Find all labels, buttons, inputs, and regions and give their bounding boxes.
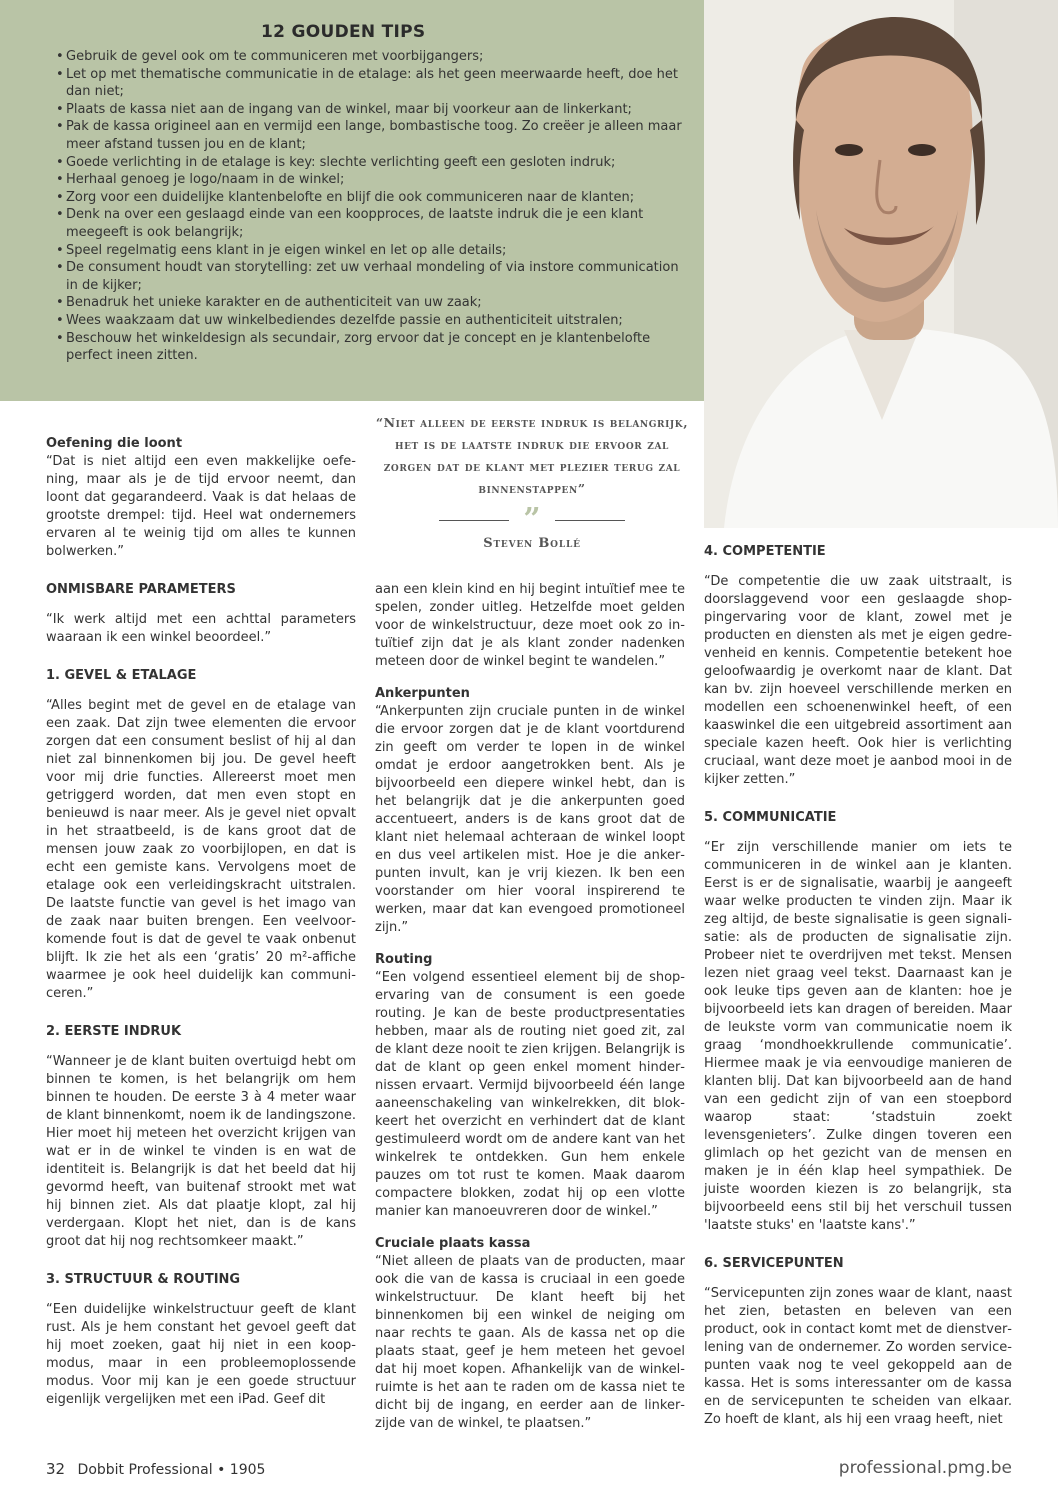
tip-item: • Wees waakzaam dat uw winkelbediendes dezelfde passie en authenticiteit uitstralen; bbox=[56, 312, 690, 330]
quote-divider bbox=[370, 502, 694, 537]
tip-item: • Speel regelmatig eens klant in je eigen winkel en let op alle details; bbox=[56, 242, 690, 260]
subheading-routing: Routing bbox=[375, 952, 433, 967]
page-number: 32 bbox=[46, 1460, 66, 1478]
heading-parameters: ONMISBARE PARAMETERS bbox=[46, 582, 236, 597]
portrait-illustration bbox=[704, 0, 1058, 528]
tips-list bbox=[56, 48, 690, 365]
paragraph: “Niet alleen de plaats van de producten, maar ook die van de kassa is cruciaal in een goede winkelstructuur. De klant heeft bij het binnenkomen bij een winkel de neiging om naar rechts te gaan. Als de kassa net op die plaats staat, geef je hem meteen het gevoel dat hij moet kopen. Afhankelijk van de winkelruimte is het aan te raden om de kassa niet te dicht bij de ingang, en eerder aan de linkerzijde van de winkel, te plaatsen.” bbox=[375, 1254, 685, 1431]
portrait-photo bbox=[704, 0, 1058, 528]
publication-name: Dobbit Professional • 1905 bbox=[77, 1462, 266, 1478]
heading-communicatie: 5. COMMUNICATIE bbox=[704, 810, 837, 825]
heading-gevel-etalage: 1. GEVEL & ETALAGE bbox=[46, 668, 197, 683]
paragraph: “Servicepunten zijn zones waar de klant, naast het zien, betasten en beleven van een product, ook in contact komt met de dienstverlening van de ondernemer. Zo worden servicepunten vaak nog te veel gekoppeld aan de kassa. Het is soms interessanter om de kassa en de servicepunten te scheiden van elkaar. Zo hoeft de klant, als hij een vraag heeft, niet bbox=[704, 1286, 1012, 1427]
subheading-ankerpunten: Ankerpunten bbox=[375, 686, 470, 701]
quote-mark-icon: ” bbox=[523, 502, 541, 537]
paragraph: “Dat is niet altijd een even makkelijke oefening, maar als je de tijd ervoor neemt, dan loont dat gegarandeerd. Vaak is dat helaas de grootste drempel: tijd. Heel wat ondernemers ervaren al te weinig tijd om alles te kunnen bolwerken.” bbox=[46, 454, 356, 559]
footer-left bbox=[46, 1460, 265, 1478]
paragraph: “Er zijn verschillende manier om iets te communiceren in de winkel aan je klanten. Eerst is er de signalisatie, waarbij je aangeeft waar welke producten te vinden zijn. Maar ik zeg altijd, de beste signalisatie is geen signalisatie: als de producten de signalisatie zijn. Probeer niet te overdrijven met tekst. Mensen lezen niet graag veel tekst. Daarnaast kan je ook leuke tips geven aan de klanten: hoe je bijvoorbeeld iets kan dragen of bereiden. Maar de leukste vorm van communicatie noem ik graag ‘mondhoekkrullende communicatie’. Hiermee maak je via eenvoudige manieren de klanten blij. Dat kan bijvoorbeeld aan de hand van een gedicht zijn of van een stoepbord waarop staat: ‘stadstuin zoekt levensgenieters’. Zulke dingen toveren een glimlach op het gezicht van de mensen en maken je in één klap heel sympathiek. De juiste woorden kiezen is zo belangrijk, sta bijvoorbeeld eens stil bij het verschuil tussen 'laatste stuks' en 'laatste kans'.” bbox=[704, 840, 1012, 1233]
heading-structuur-routing: 3. STRUCTUUR & ROUTING bbox=[46, 1272, 241, 1287]
tip-item: • Herhaal genoeg je logo/naam in de winkel; bbox=[56, 171, 690, 189]
column-1 bbox=[46, 435, 356, 1421]
divider-line bbox=[555, 520, 625, 521]
tip-item: • Pak de kassa origineel aan en vermijd een lange, bombastische toog. Zo creëer je alleen maar meer afstand tussen jou en de klant; bbox=[56, 118, 690, 153]
tip-item: • Let op met thematische communicatie in de etalage: als het geen meerwaarde heeft, doe het dan niet; bbox=[56, 66, 690, 101]
subheading-kassa: Cruciale plaats kassa bbox=[375, 1236, 531, 1251]
tip-item: • Zorg voor een duidelijke klantenbelofte en blijf die ook communiceren naar de klanten; bbox=[56, 189, 690, 207]
paragraph: aan een klein kind en hij begint intuïtief mee te spelen, zonder uitleg. Hetzelfde moet gelden voor de winkelstructuur, deze moet ook zo intuïtief zijn dat je als klant zonder nadenken meteen door de winkel begint te wandelen.” bbox=[375, 582, 685, 669]
heading-competentie: 4. COMPETENTIE bbox=[704, 544, 826, 559]
paragraph: “Ankerpunten zijn cruciale punten in de winkel die ervoor zorgen dat je de klant voortdurend zin geeft om verder te lopen in de winkel omdat je erdoor aangetrokken bent. Als je bijvoorbeeld een diepere winkel hebt, dan is het belangrijk dat je die ankerpunten goed accentueert, anders is de kans groot dat de klant niet helemaal achteraan de winkel loopt en dus veel artikelen mist. Hoe je die ankerpunten invult, kan je vrij kiezen. Ik ben een voorstander om hier vooral inspirerend te werken, maar dat kan evengoed promotioneel zijn.” bbox=[375, 704, 685, 935]
heading-servicepunten: 6. SERVICEPUNTEN bbox=[704, 1256, 844, 1271]
paragraph: “Alles begint met de gevel en de etalage van een zaak. Dat zijn twee elementen die ervoor zorgen dat een consument beslist of hij al dan niet zal binnenkomen bij jou. De gevel heeft voor mij drie functies. Allereerst moet men getriggerd worden, dat men even stopt en benieuwd is naar meer. Als je gevel niet opvalt in het straatbeeld, is de kans groot dat de mensen jouw zaak zo voorbijlopen, en dat is echt een gemiste kans. Vervolgens moet de etalage ook een verleidingskracht uitstralen. De laatste functie van gevel is het imago van de zaak naar buiten brengen. Een veelvoorkomende fout is dat de gevel te vaak onbenut blijft. Ik zie het als een ‘gratis’ 20 m²-affiche waarmee je ook heel duidelijk kan communiceren.” bbox=[46, 698, 356, 1001]
tip-item: • De consument houdt van storytelling: zet uw verhaal mondeling of via instore communication in de kijker; bbox=[56, 259, 690, 294]
paragraph: “De competentie die uw zaak uitstraalt, is doorslaggevend voor een geslaagde shoppingervaring voor de klant, zowel met je producten en diensten als met je eigen gedrevenheid en kennis. Competentie betekent hoe geloofwaardig je overkomt naar de klant. Dat kan bv. zijn hoeveel verschillende merken en modellen een schoenenwinkel heeft, of een kaaswinkel die een uitgebreid assortiment aan speciale kazen heeft. Ook hier is verlichting cruciaal, want deze moet je aanbod mooi in de kijker zetten.” bbox=[704, 574, 1012, 787]
column-3 bbox=[704, 543, 1012, 1441]
tip-item: • Gebruik de gevel ook om te communiceren met voorbijgangers; bbox=[56, 48, 690, 66]
paragraph: “Een volgend essentieel element bij de shopervaring van de consument is een goede routing. Je kan de beste productpresentaties hebben, maar als de routing niet goed zit, zal de klant deze nooit te zien krijgen. Belangrijk is dat de klant op geen enkel moment hindernissen ervaart. Vermijd bijvoorbeeld één lange aaneenschakeling van winkelrekken, dit blokkeert het overzicht en verhindert dat de klant gestimuleerd wordt om de andere kant van het winkelrek te ontdekken. Gun hem enkele pauzes om tot rust te komen. Maak daarom compactere blokken, zodat hij op een vlotte manier kan manoeuvreren door de winkel.” bbox=[375, 970, 685, 1219]
tip-item: • Plaats de kassa niet aan de ingang van de winkel, maar bij voorkeur aan de linkerkant; bbox=[56, 101, 690, 119]
subheading-oefening: Oefening die loont bbox=[46, 436, 183, 451]
column-2 bbox=[375, 581, 685, 1445]
quote-author: Steven Bollé bbox=[483, 536, 581, 551]
website-link[interactable]: professional.pmg.be bbox=[838, 1458, 1012, 1478]
divider-line bbox=[439, 520, 509, 521]
paragraph: “Ik werk altijd met een achttal parameters waaraan ik een winkel beoordeel.” bbox=[46, 612, 356, 645]
tip-item: • Goede verlichting in de etalage is key: slechte verlichting geeft een gesloten indruk; bbox=[56, 154, 690, 172]
tips-box bbox=[0, 0, 704, 401]
paragraph: “Een duidelijke winkelstructuur geeft de klant rust. Als je hem constant het gevoel geeft dat hij moet zoeken, gaat hij niet in een koopmodus, maar in een probleemoplossende modus. Voor mij kan je een goede structuur eigenlijk vergelijken met een iPad. Geef dit bbox=[46, 1302, 356, 1407]
tip-item: • Beschouw het winkeldesign als secundair, zorg ervoor dat je concept en je klantenbelofte perfect ineen zitten. bbox=[56, 330, 690, 365]
tips-title: 12 GOUDEN TIPS bbox=[261, 22, 426, 42]
heading-eerste-indruk: 2. EERSTE INDRUK bbox=[46, 1024, 182, 1039]
paragraph: “Wanneer je de klant buiten overtuigd hebt om binnen te komen, is het belangrijk om hem binnen te houden. De eerste 3 à 4 meter waar de klant binnenkomt, noem ik de landingszone. Hier moet hij meteen het overzicht krijgen van wat er in de winkel te vinden is en wat de identiteit is. Belangrijk is dat het beeld dat hij gevormd heeft, van buitenaf strookt met wat hij binnen ziet. Als dat plaatje klopt, zal hij verdergaan. Klopt het niet, dan is de kans groot dat hij nog rechtsomkeer maakt.” bbox=[46, 1054, 356, 1249]
pull-quote bbox=[370, 412, 694, 551]
tip-item: • Denk na over een geslaagd einde van een koopproces, de laatste indruk die je een klant meegeeft is ook belangrijk; bbox=[56, 206, 690, 241]
pull-quote-text: “Niet alleen de eerste indruk is belangrijk, het is de laatste indruk die ervoor zal zorgen dat de klant met plezier terug zal binnenstappen” bbox=[375, 415, 689, 496]
tip-item: • Benadruk het unieke karakter en de authenticiteit van uw zaak; bbox=[56, 294, 690, 312]
